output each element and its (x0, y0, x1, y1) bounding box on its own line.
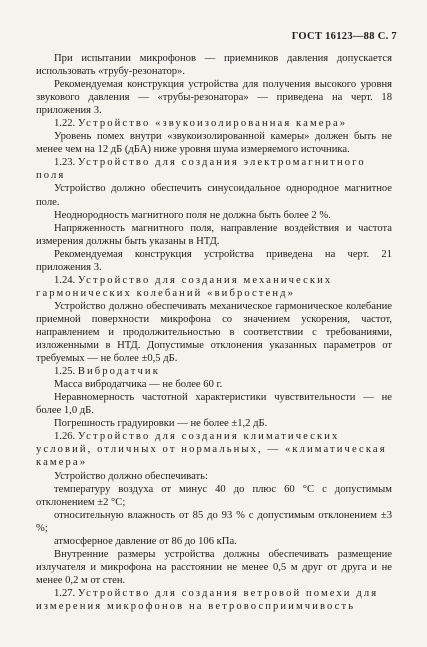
section-title: Устройство для создания электромагнитного поля (36, 157, 366, 182)
page-header: ГОСТ 16123—88 С. 7 (291, 31, 397, 42)
paragraph: относительную влажность от 85 до 93 % с допустимым отклонением ±3 %; (36, 509, 392, 534)
section-heading (36, 365, 392, 378)
document-body (36, 52, 392, 613)
section-heading (36, 587, 392, 613)
section-heading (36, 156, 392, 182)
section-title: Устройство для создания климатических условий, отличных от нормальных, — «климатическая камера» (36, 431, 387, 469)
section-title: Вибродатчик (77, 366, 160, 378)
paragraph: Устройство должно обеспечивать: (54, 470, 208, 482)
paragraph: Уровень помех внутри «звукоизолированной камеры» должен быть не менее чем на 12 дБ (дБА) ниже уровня шума измеряемого источника. (36, 131, 392, 156)
section-title: Устройство для создания ветровой помехи для измерения микрофонов на ветровосприимчивость (36, 587, 379, 612)
section-title: Устройство «звукоизолированная камера» (77, 118, 348, 130)
paragraph: Внутренние размеры устройства должны обеспечивать размещение излучателя и микрофона на расстоянии не менее 0,5 м друг от друга и не менее 0,2 м от стен. (36, 548, 392, 586)
section-number: 1.25. (54, 366, 76, 378)
paragraph: Устройство должно обеспечить синусоидальное однородное магнитное поле. (36, 183, 392, 208)
paragraph: При испытании микрофонов — приемников давления допускается использовать «трубу-резонатор». (36, 53, 392, 78)
section-number: 1.22. (54, 118, 76, 130)
section-number: 1.26. (54, 431, 76, 443)
section-number: 1.24. (54, 274, 76, 286)
paragraph: Устройство должно обеспечивать механическое гармоническое колебание приемной поверхности микрофона со значением ускорения, частот, направлением и продолжительностью в соответствии с требованиями, изложенными в НТД. Допустимые отклонения указанных параметров от требуемых — не более ±0,5 дБ. (36, 300, 392, 365)
paragraph: Неоднородность магнитного поля не должна быть более 2 %. (54, 209, 331, 221)
section-heading (36, 430, 392, 469)
paragraph: Неравномерность частотной характеристики чувствительности — не более 1,0 дБ. (36, 392, 392, 417)
paragraph: Рекомендуемая конструкция устройства приведена на черт. 21 приложения 3. (36, 248, 392, 273)
paragraph: Масса вибродатчика — не более 60 г. (54, 379, 223, 391)
section-number: 1.27. (54, 587, 76, 599)
paragraph: Рекомендуемая конструкция устройства для получения высокого уровня звукового давления — «трубы-резонатора» — приведена на черт. 18 приложения 3. (36, 79, 392, 117)
paragraph: Погрешность градуировки — не более ±1,2 дБ. (54, 418, 268, 430)
paragraph: атмосферное давление от 86 до 106 кПа. (54, 535, 237, 547)
paragraph: Напряженность магнитного поля, направление воздействия и частота измерения должны быть указаны в НТД. (36, 222, 392, 247)
section-title: Устройство для создания механических гармонических колебаний «вибростенд» (36, 274, 333, 299)
section-number: 1.23. (54, 157, 76, 169)
section-heading (36, 274, 392, 300)
paragraph: температуру воздуха от минус 40 до плюс 60 °C с допустимым отклонением ±2 °C; (36, 483, 392, 508)
section-heading (36, 117, 392, 130)
